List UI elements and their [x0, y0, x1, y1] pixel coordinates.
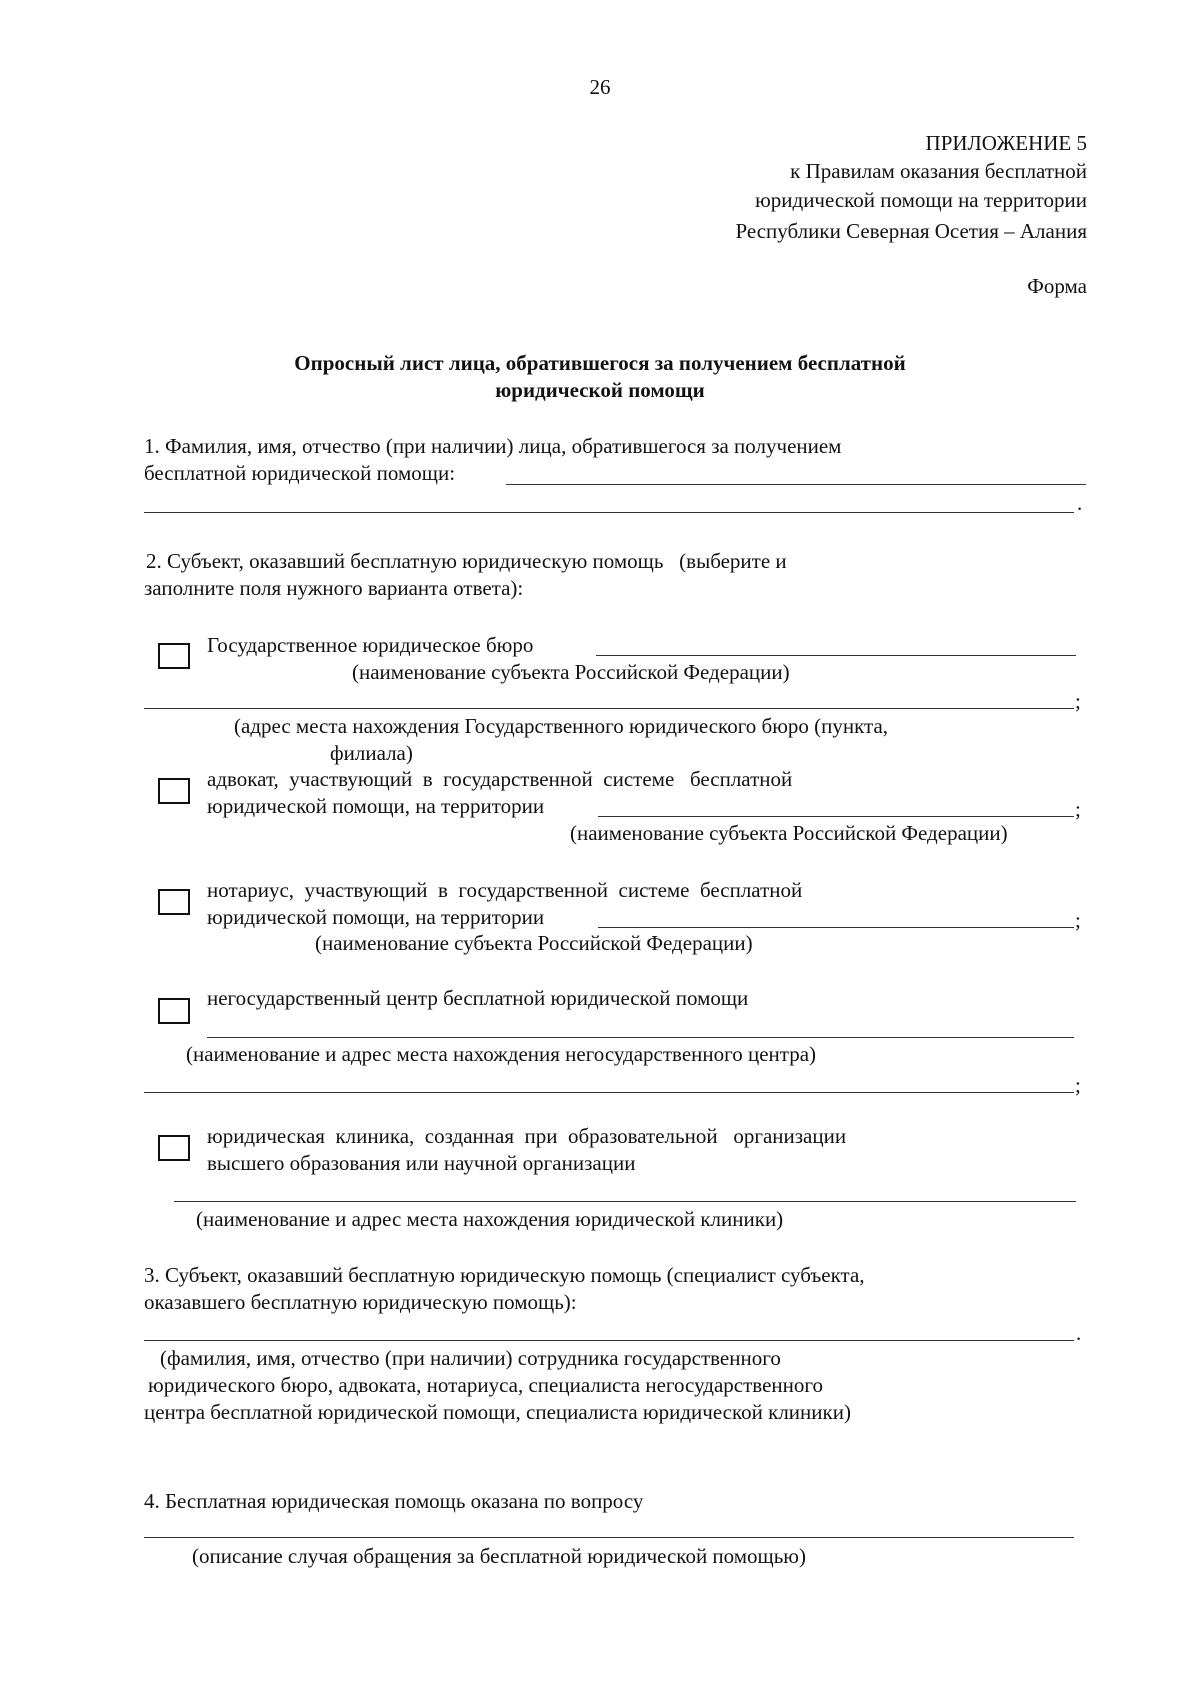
appendix-line-2: юридической помощи на территории	[755, 188, 1087, 212]
opt1-address-line[interactable]	[144, 708, 1074, 709]
q1-text-line-1: 1. Фамилия, имя, отчество (при наличии) лица, обратившегося за получением	[144, 434, 842, 458]
opt4-address-line[interactable]	[144, 1092, 1074, 1093]
q2-text-line-1: 2. Субъект, оказавший бесплатную юридическую помощь (выберите и	[146, 549, 787, 573]
opt4-name-line[interactable]	[207, 1037, 1074, 1038]
opt3-region-line[interactable]	[598, 927, 1074, 928]
appendix-line-3: Республики Северная Осетия – Алания	[735, 219, 1087, 243]
opt4-end-punct: ;	[1075, 1073, 1081, 1097]
opt1-label: Государственное юридическое бюро	[207, 633, 534, 657]
opt1-hint-address-line-1: (адрес места нахождения Государственного юридического бюро (пункта,	[234, 714, 889, 738]
opt5-name-line[interactable]	[174, 1201, 1076, 1202]
opt1-hint-address-line-2: филиала)	[330, 741, 413, 765]
q3-text-line-1: 3. Субъект, оказавший бесплатную юридическую помощь (специалист субъекта,	[144, 1263, 865, 1287]
q3-text-line-2: оказавшего бесплатную юридическую помощь):	[144, 1290, 577, 1314]
opt1-hint-region: (наименование субъекта Российской Федерации)	[352, 660, 790, 684]
opt2-text-line-2: юридической помощи, на территории	[207, 794, 545, 818]
document-title-line-1: Опросный лист лица, обратившегося за получением бесплатной	[294, 351, 906, 375]
opt2-end-punct: ;	[1075, 797, 1081, 821]
opt3-text-line-1: нотариус, участвующий в государственной системе бесплатной	[207, 878, 803, 902]
opt2-text-line-1: адвокат, участвующий в государственной системе бесплатной	[207, 767, 793, 791]
q1-text-line-2: бесплатной юридической помощи:	[144, 461, 456, 485]
appendix-title: ПРИЛОЖЕНИЕ 5	[925, 131, 1087, 155]
checkbox-nongov-center[interactable]	[158, 998, 190, 1024]
opt5-text-line-2: высшего образования или научной организации	[207, 1151, 636, 1175]
q1-answer-line-1[interactable]	[506, 484, 1086, 485]
form-label: Форма	[1027, 274, 1087, 298]
q3-hint-line-1: (фамилия, имя, отчество (при наличии) сотрудника государственного	[160, 1346, 781, 1370]
q3-end-punct: .	[1076, 1321, 1082, 1345]
q4-answer-line[interactable]	[144, 1537, 1074, 1538]
checkbox-notary[interactable]	[158, 889, 190, 915]
opt2-region-line[interactable]	[598, 816, 1074, 817]
q3-answer-line[interactable]	[144, 1340, 1074, 1341]
appendix-line-1: к Правилам оказания бесплатной	[790, 159, 1087, 183]
opt1-region-line[interactable]	[596, 655, 1076, 656]
opt5-text-line-1: юридическая клиника, созданная при образовательной организации	[207, 1124, 847, 1148]
opt3-hint-region: (наименование субъекта Российской Федерации)	[315, 931, 753, 955]
q1-end-punct: .	[1077, 491, 1083, 515]
opt4-label: негосударственный центр бесплатной юридической помощи	[207, 986, 749, 1010]
page-number: 26	[589, 75, 611, 99]
opt4-hint: (наименование и адрес места нахождения негосударственного центра)	[186, 1042, 817, 1066]
checkbox-state-bureau[interactable]	[158, 643, 190, 669]
q3-hint-line-3: центра бесплатной юридической помощи, специалиста юридической клиники)	[144, 1400, 851, 1424]
q1-answer-line-2[interactable]	[144, 512, 1074, 513]
q4-text: 4. Бесплатная юридическая помощь оказана по вопросу	[144, 1489, 644, 1513]
opt1-end-punct: ;	[1075, 689, 1081, 713]
checkbox-advocate[interactable]	[158, 778, 190, 804]
opt3-text-line-2: юридической помощи, на территории	[207, 905, 545, 929]
q2-text-line-2: заполните поля нужного варианта ответа):	[144, 576, 524, 600]
checkbox-legal-clinic[interactable]	[158, 1135, 190, 1161]
q3-hint-line-2: юридического бюро, адвоката, нотариуса, специалиста негосударственного	[148, 1373, 823, 1397]
opt2-hint-region: (наименование субъекта Российской Федерации)	[570, 821, 1008, 845]
q4-hint: (описание случая обращения за бесплатной юридической помощью)	[192, 1544, 806, 1568]
opt5-hint: (наименование и адрес места нахождения юридической клиники)	[196, 1207, 784, 1231]
opt3-end-punct: ;	[1075, 908, 1081, 932]
document-title-line-2: юридической помощи	[495, 378, 705, 402]
